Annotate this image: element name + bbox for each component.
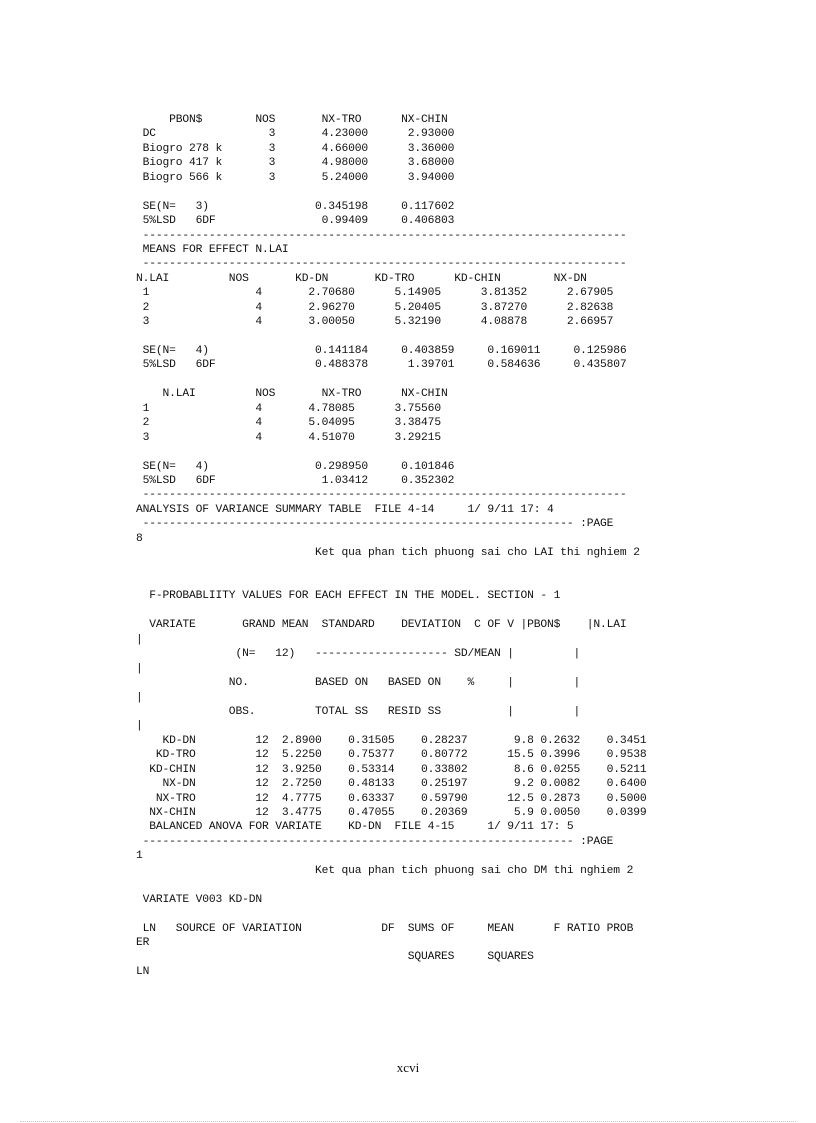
printout-line: ------------------------------------------------------------------------- bbox=[136, 489, 627, 502]
printout-line: Biogro 417 k 3 4.98000 3.68000 bbox=[136, 157, 455, 170]
printout-line: KD-TRO 12 5.2250 0.75377 0.80772 15.5 0.3996 0.9538 bbox=[136, 749, 647, 762]
printout-line: 5%LSD 6DF 1.03412 0.352302 bbox=[136, 474, 455, 487]
printout-line: SE(N= 4) 0.298950 0.101846 bbox=[136, 460, 455, 473]
printout-line: 1 4 4.78085 3.75560 bbox=[136, 402, 441, 415]
printout-line bbox=[136, 330, 736, 344]
printout-line: Ket qua phan tich phuong sai cho DM thi nghiem 2 bbox=[136, 864, 634, 877]
printout-line: NX-CHIN 12 3.4775 0.47055 0.20369 5.9 0.0050 0.0399 bbox=[136, 807, 647, 819]
printout-line: LN SOURCE OF VARIATION DF SUMS OF MEAN F RATIO PROB bbox=[136, 922, 634, 935]
printout-line: SQUARES SQUARES bbox=[136, 951, 534, 964]
printout-line: VARIATE GRAND MEAN STANDARD DEVIATION C OF V |PBON$ |N.LAI bbox=[136, 619, 627, 632]
printout-line: 5%LSD 6DF 0.488378 1.39701 0.584636 0.435807 bbox=[136, 359, 627, 372]
printout-line: (N= 12) -------------------- SD/MEAN | | bbox=[136, 648, 581, 661]
printout-line bbox=[136, 185, 736, 199]
printout-line: PBON$ NOS NX-TRO NX-CHIN bbox=[136, 114, 448, 126]
printout-line: 3 4 4.51070 3.29215 bbox=[136, 431, 441, 444]
printout-line: NX-DN 12 2.7250 0.48133 0.25197 9.2 0.0082 0.6400 bbox=[136, 778, 647, 791]
printout-line: 2 4 5.04095 3.38475 bbox=[136, 417, 441, 430]
printout-line: Biogro 278 k 3 4.66000 3.36000 bbox=[136, 142, 455, 155]
printout-line: 1 4 2.70680 5.14905 3.81352 2.67905 bbox=[136, 287, 614, 300]
statistical-printout bbox=[136, 113, 736, 979]
printout-line bbox=[136, 445, 736, 459]
printout-line: SE(N= 4) 0.141184 0.403859 0.169011 0.125986 bbox=[136, 345, 627, 357]
printout-line: ----------------------------------------------------------------- :PAGE bbox=[136, 518, 614, 531]
printout-line: | bbox=[136, 691, 143, 704]
page-number: xcvi bbox=[396, 1060, 420, 1075]
printout-line: N.LAI NOS KD-DN KD-TRO KD-CHIN NX-DN bbox=[136, 272, 587, 285]
printout-line: LN bbox=[136, 965, 150, 978]
printout-line: 8 bbox=[136, 532, 143, 545]
printout-line: | bbox=[136, 662, 143, 675]
printout-line bbox=[136, 561, 736, 575]
printout-line: 2 4 2.96270 5.20405 3.87270 2.82638 bbox=[136, 301, 614, 314]
printout-line: ------------------------------------------------------------------------- bbox=[136, 258, 627, 271]
printout-line: NX-TRO 12 4.7775 0.63337 0.59790 12.5 0.2873 0.5000 bbox=[136, 792, 647, 805]
printout-line: 3 4 3.00050 5.32190 4.08878 2.66957 bbox=[136, 316, 614, 329]
printout-line: NO. BASED ON BASED ON % | | bbox=[136, 677, 581, 690]
printout-line: Ket qua phan tich phuong sai cho LAI thi nghiem 2 bbox=[136, 547, 640, 560]
printout-line: ER bbox=[136, 936, 150, 949]
printout-line: 1 bbox=[136, 850, 143, 863]
printout-line bbox=[136, 878, 736, 892]
printout-line: ------------------------------------------------------------------------- bbox=[136, 229, 627, 242]
printout-line bbox=[136, 373, 736, 387]
printout-line: OBS. TOTAL SS RESID SS | | bbox=[136, 705, 581, 718]
printout-line bbox=[136, 575, 736, 589]
printout-line: VARIATE V003 KD-DN bbox=[136, 893, 262, 906]
printout-line: ANALYSIS OF VARIANCE SUMMARY TABLE FILE 4-14 1/ 9/11 17: 4 bbox=[136, 503, 554, 516]
printout-line bbox=[136, 604, 736, 618]
printout-line: ----------------------------------------------------------------- :PAGE bbox=[136, 835, 614, 848]
printout-line bbox=[136, 907, 736, 921]
page-bottom-divider bbox=[20, 1121, 796, 1122]
printout-line: | bbox=[136, 633, 143, 646]
printout-line: MEANS FOR EFFECT N.LAI bbox=[136, 243, 289, 256]
printout-line: KD-DN 12 2.8900 0.31505 0.28237 9.8 0.2632 0.3451 bbox=[136, 734, 647, 747]
printout-line: | bbox=[136, 720, 143, 733]
printout-line: DC 3 4.23000 2.93000 bbox=[136, 128, 455, 141]
printout-line: F-PROBABLIITY VALUES FOR EACH EFFECT IN THE MODEL. SECTION - 1 bbox=[136, 590, 561, 603]
printout-line: SE(N= 3) 0.345198 0.117602 bbox=[136, 200, 455, 213]
printout-line: BALANCED ANOVA FOR VARIATE KD-DN FILE 4-15 1/ 9/11 17: 5 bbox=[136, 821, 574, 834]
printout-line: Biogro 566 k 3 5.24000 3.94000 bbox=[136, 171, 455, 184]
printout-line: N.LAI NOS NX-TRO NX-CHIN bbox=[136, 388, 448, 401]
printout-line: KD-CHIN 12 3.9250 0.53314 0.33802 8.6 0.0255 0.5211 bbox=[136, 763, 647, 776]
printout-line: 5%LSD 6DF 0.99409 0.406803 bbox=[136, 215, 455, 228]
